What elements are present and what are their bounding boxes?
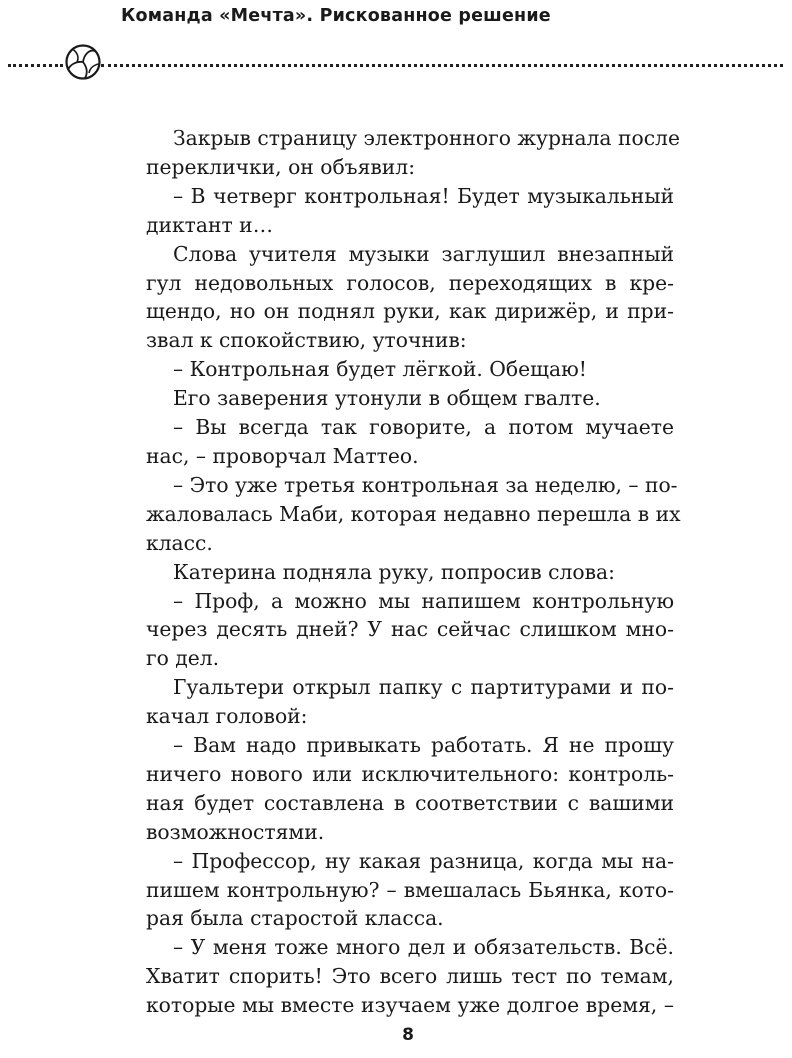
text-line: качал головой: xyxy=(146,704,308,729)
text-line: нас, – проворчал Маттео. xyxy=(146,443,419,468)
text-line: щендо, но он поднял руки, как дирижёр, и при- xyxy=(146,299,674,324)
text-line: звал к спокойствию, уточнив: xyxy=(146,328,467,353)
text-line: Хватит спорить! Это всего лишь тест по темам, xyxy=(146,964,674,989)
text-line: Закрыв страницу электронного журнала после xyxy=(173,126,680,150)
text-line: го дел. xyxy=(146,646,220,671)
text-line: через десять дней? У нас сейчас слишком мно- xyxy=(146,617,674,642)
text-line: Катерина подняла руку, попросив слова: xyxy=(173,559,615,584)
header-rule-right xyxy=(101,64,783,67)
text-line: – Вам надо привыкать работать. Я не прошу xyxy=(173,733,674,758)
text-line: – Профессор, ну какая разница, когда мы на- xyxy=(173,848,674,873)
header-rule-left xyxy=(8,64,63,67)
text-line: ничего нового или исключительного: контроль- xyxy=(146,761,674,786)
text-line: – Вы всегда так говорите, а потом мучаете xyxy=(173,415,674,440)
text-line: Его заверения утонули в общем гвалте. xyxy=(173,386,601,411)
text-line: переклички, он объявил: xyxy=(146,154,416,179)
text-line: класс. xyxy=(146,530,213,555)
text-line: – Это уже третья контрольная за неделю, – по- xyxy=(173,472,678,497)
text-line: пишем контрольную? – вмешалась Бьянка, кото- xyxy=(146,877,674,902)
text-line: – Контрольная будет лёгкой. Обещаю! xyxy=(173,357,587,382)
text-line: Гуальтери открыл папку с партитурами и по- xyxy=(173,675,674,700)
text-line: – У меня тоже много дел и обязательств. Всё. xyxy=(173,935,674,960)
text-line: – В четверг контрольная! Будет музыкальный xyxy=(173,183,674,208)
volleyball-icon xyxy=(64,43,102,81)
text-line: Слова учителя музыки заглушил внезапный xyxy=(173,241,674,266)
text-line: которые мы вместе изучаем уже долгое время, – xyxy=(146,993,674,1018)
text-line: возможностями. xyxy=(146,819,325,844)
text-line: рая была старостой класса. xyxy=(146,906,444,931)
text-line: ная будет составлена в соответствии с вашими xyxy=(146,790,674,815)
page-number: 8 xyxy=(402,1025,414,1045)
text-line: диктант и… xyxy=(146,212,273,237)
running-head: Команда «Мечта». Рискованное решение xyxy=(121,6,551,26)
text-line: жаловалась Маби, которая недавно перешла в их xyxy=(146,501,681,526)
text-line: гул недовольных голосов, переходящих в кре- xyxy=(146,270,674,295)
body-text xyxy=(146,124,681,1020)
text-line: – Проф, а можно мы напишем контрольную xyxy=(173,588,674,613)
